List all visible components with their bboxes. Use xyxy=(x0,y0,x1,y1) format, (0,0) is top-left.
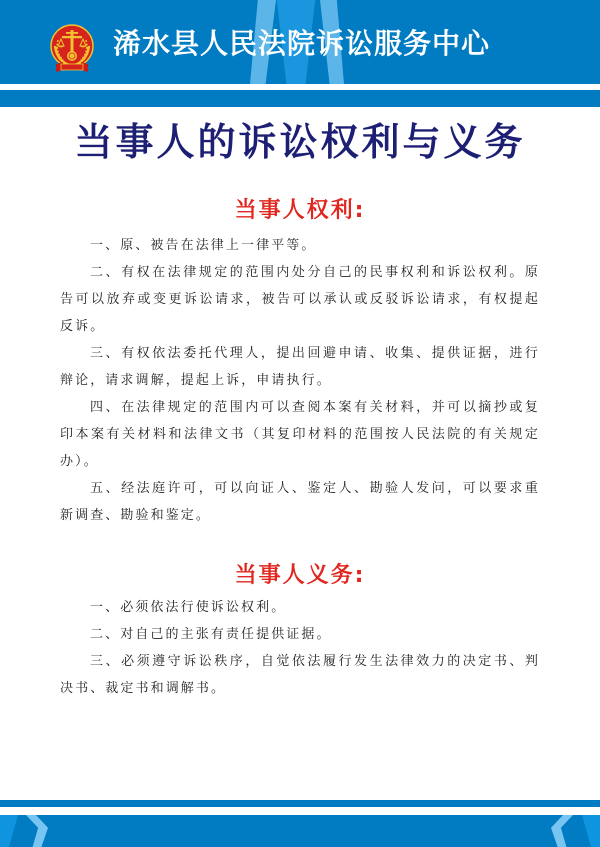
rights-item: 二、有权在法律规定的范围内处分自己的民事权利和诉讼权利。原告可以放弃或变更诉讼请求，被告可以承认或反驳诉讼请求，有权提起反诉。 xyxy=(60,265,540,334)
organization-name: 浠水县人民法院诉讼服务中心 xyxy=(113,27,491,60)
footer-divider xyxy=(0,800,600,807)
duties-list xyxy=(60,594,540,702)
rights-item: 三、有权依法委托代理人，提出回避申请、收集、提供证据，进行辩论，请求调解，提起上诉，申请执行。 xyxy=(60,346,540,388)
rights-heading: 当事人权利: xyxy=(234,198,366,223)
rights-item: 一、原、被告在法律上一律平等。 xyxy=(90,238,317,253)
duties-item: 一、必须依法行使诉讼权利。 xyxy=(90,600,287,615)
header-sub-band xyxy=(0,90,600,107)
rights-list xyxy=(60,232,540,529)
footer-banner xyxy=(0,815,600,847)
court-emblem-icon xyxy=(49,24,95,74)
page-title: 当事人的诉讼权利与义务 xyxy=(74,120,526,164)
chevron-left-icon xyxy=(551,815,573,847)
footer-stripe-decoration xyxy=(0,815,18,847)
duties-item: 二、对自己的主张有责任提供证据。 xyxy=(90,627,332,642)
footer-stripe-decoration xyxy=(582,815,600,847)
duties-heading: 当事人义务: xyxy=(234,563,366,588)
duties-item: 三、必须遵守诉讼秩序，自觉依法履行发生法律效力的决定书、判决书、裁定书和调解书。 xyxy=(60,654,540,696)
header-banner xyxy=(0,0,600,84)
chevron-right-icon xyxy=(26,815,48,847)
rights-item: 五、经法庭许可，可以向证人、鉴定人、勘验人发问，可以要求重新调查、勘验和鉴定。 xyxy=(60,481,540,523)
rights-item: 四、在法律规定的范围内可以查阅本案有关材料，并可以摘抄或复印本案有关材料和法律文书（其复印材料的范围按人民法院的有关规定办）。 xyxy=(60,400,540,469)
